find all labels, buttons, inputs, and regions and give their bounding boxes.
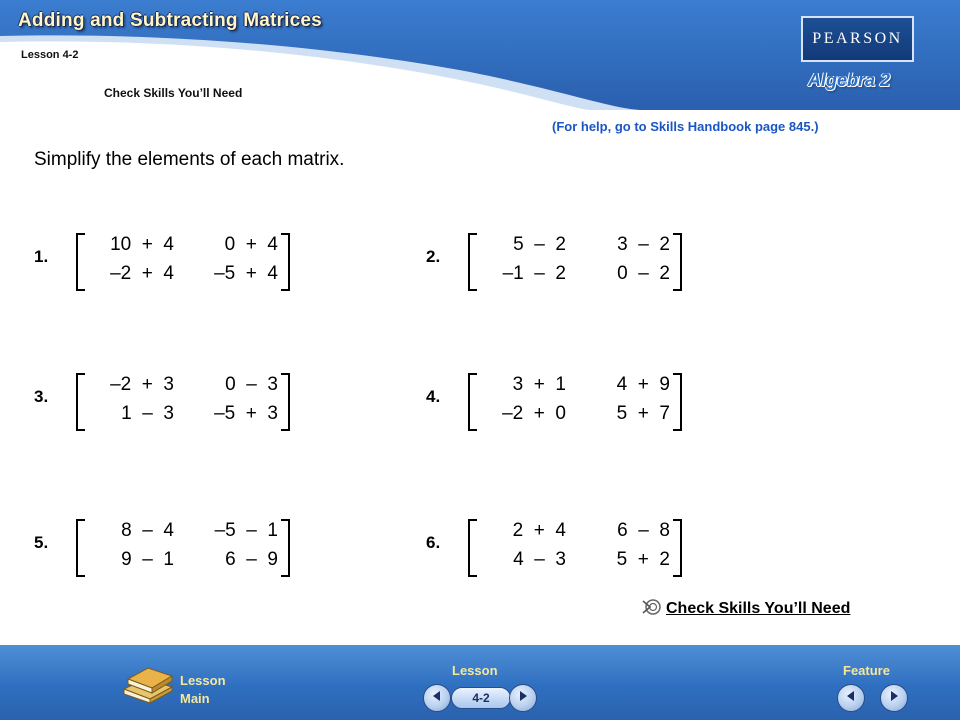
- feature-next-button[interactable]: [880, 684, 908, 712]
- lesson-main-line-2: Main: [180, 691, 210, 706]
- matrix-cell: 5 – 2: [513, 234, 566, 255]
- problem-number: 6.: [426, 533, 441, 552]
- books-icon: [120, 663, 176, 708]
- matrix-bracket-right: [673, 373, 682, 431]
- problem-4: [426, 372, 726, 432]
- matrix-cell: –2 + 4: [110, 263, 174, 284]
- matrix-cell: 3 + 1: [512, 374, 566, 395]
- matrix-cell: 3 – 2: [617, 234, 670, 255]
- problem-6: [426, 518, 726, 578]
- lesson-main-button[interactable]: [120, 663, 226, 708]
- lesson-main-line-1: Lesson: [180, 673, 226, 688]
- problem-3: [34, 372, 334, 432]
- matrix-bracket-right: [673, 233, 682, 291]
- matrix: [76, 518, 290, 578]
- matrix-cell: –5 – 1: [214, 520, 278, 541]
- footer-nav-bar: [0, 645, 960, 720]
- matrix-cell: 6 – 8: [617, 520, 670, 541]
- page-title: Adding and Subtracting Matrices: [18, 10, 322, 31]
- matrix-cell: 8 – 4: [121, 520, 174, 541]
- matrix-cell: –5 + 4: [214, 263, 278, 284]
- lesson-prev-button[interactable]: [423, 684, 451, 712]
- matrix: [468, 372, 682, 432]
- problem-number: 5.: [34, 533, 49, 552]
- feature-nav-label: Feature: [843, 663, 890, 678]
- matrix-cell: 1 – 3: [121, 403, 174, 424]
- matrix: [468, 518, 682, 578]
- matrix-cell: 2 + 4: [512, 520, 566, 541]
- problem-5: [34, 518, 334, 578]
- matrix-bracket-right: [281, 373, 290, 431]
- matrix-cell: 4 – 3: [513, 549, 566, 570]
- matrix-cell: 5 + 2: [616, 549, 670, 570]
- arrow-left-icon: [844, 689, 858, 708]
- matrix: [76, 232, 290, 292]
- lesson-nav-label: Lesson: [452, 663, 498, 678]
- matrix-cell: 5 + 7: [616, 403, 670, 424]
- arrow-right-icon: [887, 689, 901, 708]
- section-label: Check Skills You’ll Need: [104, 86, 243, 100]
- check-skills-link[interactable]: [641, 597, 850, 621]
- problem-2: [426, 232, 726, 292]
- matrix-cell: –5 + 3: [214, 403, 278, 424]
- matrix-cell: 9 – 1: [121, 549, 174, 570]
- matrix-bracket-right: [281, 519, 290, 577]
- problem-number: 1.: [34, 247, 49, 266]
- check-skills-link-label[interactable]: Check Skills You’ll Need: [666, 600, 851, 617]
- problem-number: 4.: [426, 387, 441, 406]
- matrix: [468, 232, 682, 292]
- publisher-logo: [801, 16, 914, 62]
- feature-prev-button[interactable]: [837, 684, 865, 712]
- instruction-text: Simplify the elements of each matrix.: [34, 149, 345, 170]
- logo-text: PEARSON: [812, 30, 903, 47]
- matrix: [76, 372, 290, 432]
- matrix-cell: –1 – 2: [502, 263, 566, 284]
- lesson-number-box: [451, 687, 511, 709]
- matrix-bracket-right: [673, 519, 682, 577]
- pointer-icon: [641, 596, 663, 623]
- lesson-number: 4-2: [472, 691, 490, 705]
- problem-number: 2.: [426, 247, 441, 266]
- lesson-label: Lesson 4-2: [21, 49, 79, 61]
- matrix-cell: 6 – 9: [225, 549, 278, 570]
- arrow-right-icon: [516, 689, 530, 708]
- matrix-cell: 0 – 2: [617, 263, 670, 284]
- matrix-cell: 10 + 4: [110, 234, 174, 255]
- lesson-next-button[interactable]: [509, 684, 537, 712]
- matrix-cell: 0 + 4: [224, 234, 278, 255]
- course-label: Algebra 2: [808, 70, 891, 90]
- matrix-cell: –2 + 0: [502, 403, 566, 424]
- problem-number: 3.: [34, 387, 49, 406]
- problem-1: [34, 232, 334, 292]
- header-banner: [0, 0, 960, 110]
- lesson-main-label: [180, 672, 250, 708]
- matrix-cell: 4 + 9: [616, 374, 670, 395]
- arrow-left-icon: [430, 689, 444, 708]
- help-note: (For help, go to Skills Handbook page 845.): [552, 119, 819, 134]
- matrix-cell: –2 + 3: [110, 374, 174, 395]
- matrix-bracket-right: [281, 233, 290, 291]
- matrix-cell: 0 – 3: [225, 374, 278, 395]
